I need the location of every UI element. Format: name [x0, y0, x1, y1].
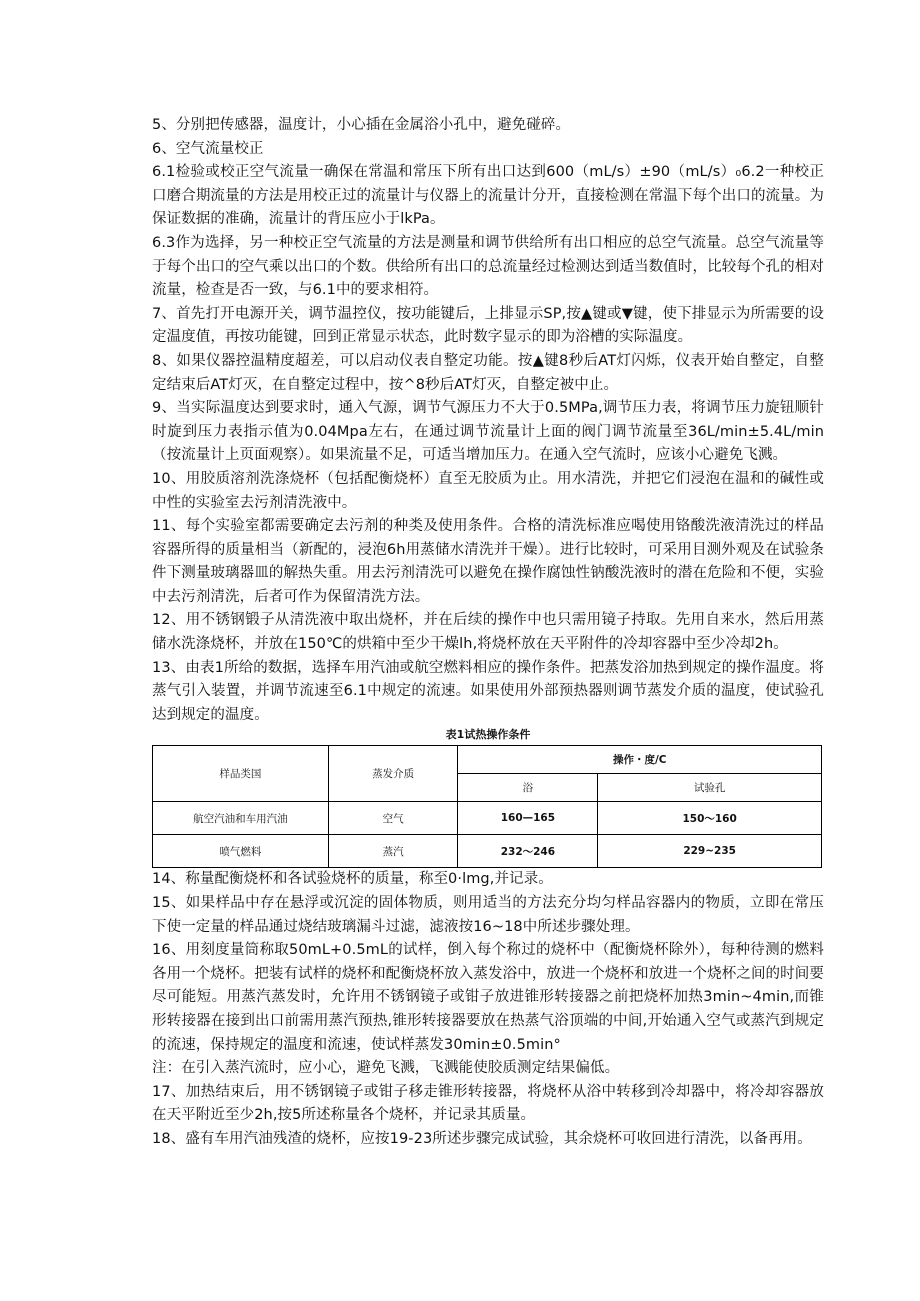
- paragraph-step-8: 8、如果仪器控温精度超差，可以启动仪表自整定功能。按▲键8秒后AT灯闪烁，仪表开始自整定，自整定结束后AT灯灭，在自整定过程中，按^8秒后AT灯灭，自整定被中止。: [152, 352, 824, 393]
- paragraph-step-12: 12、用不锈钢锻子从清洗液中取出烧杯，并在后续的操作中也只需用镜子持取。先用自来水，然后用蒸储水洗涤烧杯，并放在150℃的烘箱中至少干燥lh,将烧杯放在天平附件的冷却容器中至少冷却2h。: [152, 612, 824, 653]
- cell-medium: 蒸汽: [328, 835, 458, 868]
- table-row: [153, 835, 822, 868]
- header-medium: 蒸发介质: [328, 746, 458, 802]
- paragraph-step-14: 14、称量配衡烧杯和各试验烧杯的质量，称至0·lmg,并记录。: [152, 871, 553, 888]
- cell-bath-temp: 232～246: [458, 835, 598, 868]
- header-operating-temperature: 操作・度/C: [458, 746, 822, 774]
- paragraph-step-6-3: 6.3作为选择，另一种校正空气流量的方法是测量和调节供给所有出口相应的总空气流量。总空气流量等于每个出口的空气乘以出口的个数。供给所有出口的总流量经过检测达到适当数值时，比较每个孔的相对流量，检查是否一致，与6.1中的要求相符。: [152, 234, 824, 299]
- paragraph-step-17: 17、加热结束后，用不锈钢镜子或钳子移走锥形转接器，将烧杯从浴中转移到冷却器中，将冷却容器放在天平附近至少2h,按5所述称量各个烧杯，并记录其质量。: [152, 1083, 824, 1124]
- cell-sample: 航空汽油和车用汽油: [153, 802, 329, 835]
- paragraph-step-5: 5、分别把传感器，温度计，小心插在金属浴小孔中，避免碰碎。: [152, 117, 571, 133]
- header-bath: 浴: [458, 774, 598, 802]
- paragraph-step-10: 10、用胶质溶剂洗涤烧杯（包括配衡烧杯）直至无胶质为止。用水清洗，并把它们浸泡在温和的碱性或中性的实验室去污剂清洗液中。: [152, 470, 824, 511]
- operating-conditions-table: [152, 745, 822, 868]
- table-caption: 表1试热操作条件: [445, 728, 531, 742]
- paragraph-step-15: 15、如果样品中存在悬浮或沉淀的固体物质，则用适当的方法充分均匀样品容器内的物质，立即在常压下使一定量的样品通过烧结玻璃漏斗过滤，滤液按16~18中所述步骤处理。: [152, 895, 824, 935]
- paragraph-step-9: 9、当实际温度达到要求时，通入气源，调节气源压力不大于0.5MPa,调节压力表，将调节压力旋钮顺针时旋到压力表指示值为0.04Mpa左右，在通过调节流量计上面的阀门调节流量至36L∕min±5.4L∕min（按流量计上页面观察）。如果流量不足，可适当增加压力。在通入空气流时，应该小心避免飞溅。: [152, 400, 824, 464]
- paragraph-step-13: 13、由表1所给的数据，选择车用汽油或航空燃料相应的操作条件。把蒸发浴加热到规定的操作温度。将蒸气引入装置，并调节流速至6.1中规定的流速。如果使用外部预热器则调节蒸发介质的温度，使试验孔达到规定的温度。: [152, 659, 824, 723]
- paragraph-step-16: 16、用刻度量筒称取50mL+0.5mL的试样，倒入每个称过的烧杯中（配衡烧杯除外），每种待测的燃料各用一个烧杯。把装有试样的烧杯和配衡烧杯放入蒸发浴中，放进一个烧杯和放进一个烧杯之间的时间要尽可能短。用蒸汽蒸发时，允许用不锈钢镜子或钳子放进锥形转接器之前把烧杯加热3min~4min,而锥形转接器在接到出口前需用蒸汽预热,锥形转接器要放在热蒸气浴顶端的中间,开始通入空气或蒸汽到规定的流速，保持规定的温度和流速，使试样蒸发30min±0.5min°: [152, 942, 824, 1053]
- paragraph-step-7: 7、首先打开电源开关，调节温控仪，按功能键后，上排显示SP,按▲键或▼键，使下排显示为所需要的设定温度值，再按功能键，回到正常显示状态，此时数字显示的即为浴槽的实际温度。: [152, 305, 824, 346]
- paragraph-step-18: 18、盛有车用汽油残渣的烧杯，应按19-23所述步骤完成试验，其余烧杯可收回进行清洗，以备再用。: [152, 1130, 812, 1147]
- section-heading-air-flow: 6、空气流量校正: [152, 140, 264, 157]
- table-row: [153, 802, 822, 835]
- document-body: [152, 114, 824, 1152]
- cell-hole-temp: 229~235: [598, 835, 822, 868]
- cell-sample: 喷气燃料: [153, 835, 329, 868]
- header-test-hole: 试验孔: [598, 774, 822, 802]
- header-sample-type: 样品类国: [153, 746, 329, 802]
- paragraph-step-11: 11、每个实验室都需要确定去污剂的种类及使用条件。合格的清洗标准应喝使用铬酸洗液清洗过的样品容器所得的质量相当（新配的，浸泡6h用蒸储水清洗并干燥）。进行比较时，可采用目测外观及在试验条件下测量玻璃器皿的解热失重。用去污剂清洗可以避免在操作腐蚀性钠酸洗液时的潜在危险和不便，实验中去污剂清洗，后者可作为保留清洗方法。: [152, 518, 824, 605]
- cell-medium: 空气: [328, 802, 458, 835]
- cell-hole-temp: 150～160: [598, 802, 822, 835]
- paragraph-step-6-1: 6.1检验或校正空气流量一确保在常温和常压下所有出口达到600（mL∕s）±90（mL∕s）₀6.2一种校正口磨合期流量的方法是用校正过的流量计与仪器上的流量计分开，直接检测在常温下每个出口的流量。为保证数据的准确，流量计的背压应小于lkPa。: [152, 164, 824, 228]
- paragraph-note: 注：在引入蒸汽流时，应小心，避免飞溅，飞溅能使胶质测定结果偏低。: [152, 1060, 620, 1077]
- cell-bath-temp: 160—165: [458, 802, 598, 835]
